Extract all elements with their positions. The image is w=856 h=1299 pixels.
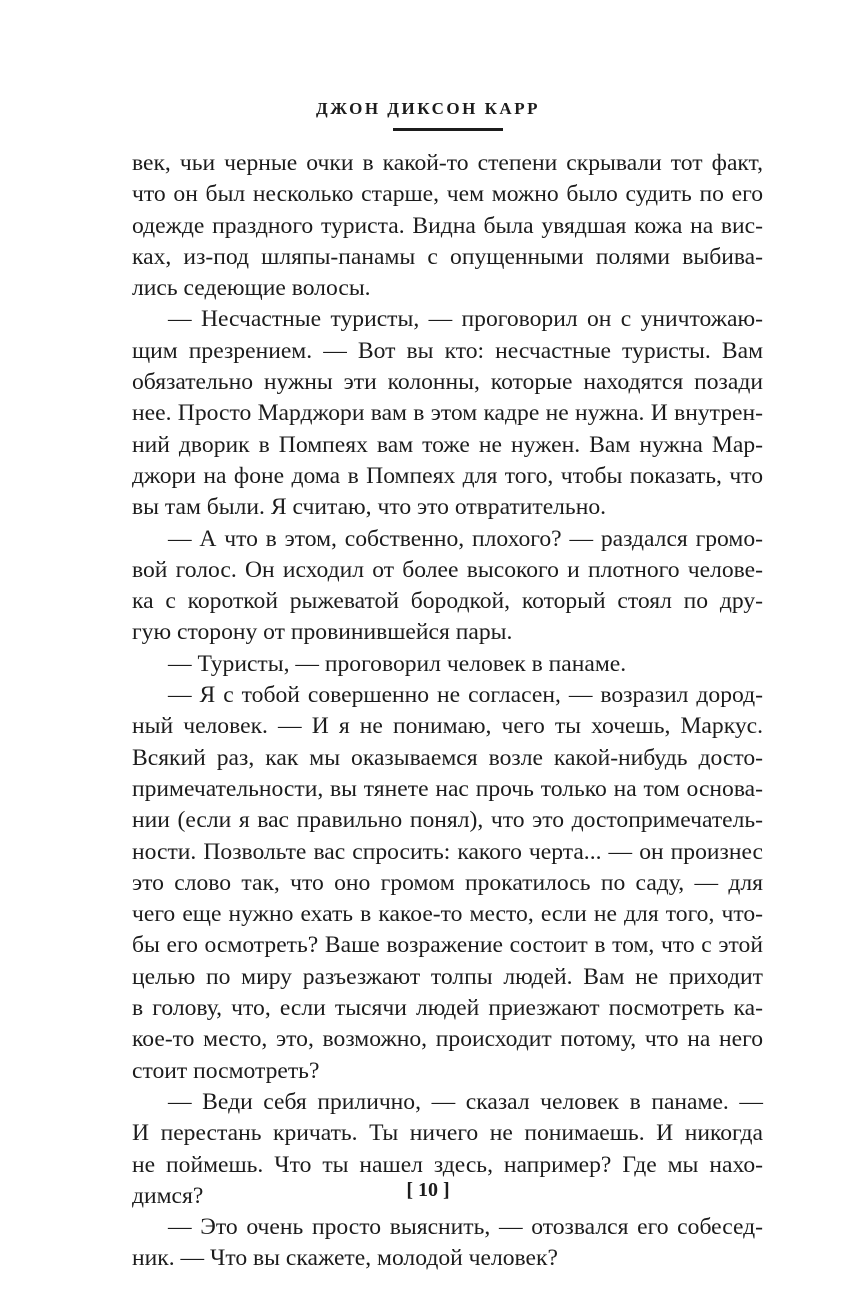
page-number: [ 10 ] (406, 1179, 450, 1201)
text-line: вой голос. Он исходил от более высокого и плотного челове- (132, 556, 763, 583)
text-line: щим презрением. — Вот вы кто: несчастные туристы. Вам (132, 337, 763, 364)
text-line: это слово так, что оно громом прокатилось по саду, — для (132, 869, 763, 896)
text-line: нее. Просто Марджори вам в этом кадре не нужна. И внутрен- (132, 400, 763, 427)
text-line: — Веди себя прилично, — сказал человек в панаме. — (168, 1088, 763, 1115)
text-line: чего еще нужно ехать в какое-то место, если не для того, что- (132, 901, 763, 928)
paragraph (132, 1212, 763, 1275)
text-line: джори на фоне дома в Помпеях для того, чтобы показать, что (132, 462, 763, 489)
paragraph (132, 680, 763, 1087)
text-line: И перестань кричать. Ты ничего не понимаешь. И никогда (132, 1120, 763, 1147)
text-line: одежде праздного туриста. Видна была увядшая кожа на вис- (132, 212, 763, 239)
text-line: ка с короткой рыжеватой бородкой, который стоял по дру- (132, 588, 763, 615)
text-line: ный человек. — И я не понимаю, чего ты хочешь, Маркус. (132, 713, 763, 740)
text-line: — Несчастные туристы, — проговорил он с уничтожаю- (168, 306, 763, 333)
text-line: целью по миру разъезжают толпы людей. Вам не приходит (132, 963, 763, 990)
paragraph (132, 148, 763, 304)
text-line: ний дворик в Помпеях вам тоже не нужен. Вам нужна Мар- (132, 431, 763, 458)
text-line: — Я с тобой совершенно не согласен, — возразил дород- (168, 682, 763, 709)
text-line: гую сторону от провинившейся пары. (132, 619, 513, 646)
text-line: ник. — Что вы скажете, молодой человек? (132, 1245, 558, 1272)
text-line: вы там были. Я считаю, что это отвратительно. (132, 494, 607, 521)
text-line: димся? (132, 1182, 204, 1209)
text-line: ках, из-под шляпы-панамы с опущенными полями выбива- (132, 243, 763, 270)
text-line: бы его осмотреть? Ваше возражение состоит в том, что с этой (132, 932, 763, 959)
text-line: нии (если я вас правильно понял), что это достопримечатель- (132, 807, 763, 834)
running-head: ДЖОН ДИКСОН КАРР (316, 99, 540, 118)
text-line: Всякий раз, как мы оказываемся возле какой-нибудь досто- (132, 744, 763, 771)
text-line: обязательно нужны эти колонны, которые находятся позади (132, 369, 763, 396)
text-line: ности. Позвольте вас спросить: какого черта... — он произнес (132, 838, 763, 865)
paragraph (132, 524, 763, 649)
text-line: не поймешь. Что ты нашел здесь, например? Где мы нахо- (132, 1151, 763, 1178)
text-line: что он был несколько старше, чем можно было судить по его (132, 181, 763, 208)
text-line: кое-то место, это, возможно, происходит потому, что на него (132, 1026, 763, 1053)
text-line: примечательности, вы тянете нас прочь только на том основа- (132, 775, 763, 802)
body-text (132, 148, 763, 1275)
paragraph (132, 649, 763, 680)
text-line: стоит посмотреть? (132, 1057, 320, 1084)
text-line: лись седеющие волосы. (132, 275, 371, 302)
text-line: — Туристы, — проговорил человек в панаме. (168, 650, 627, 677)
text-line: — Это очень просто выяснить, — отозвался его собесед- (168, 1214, 763, 1241)
text-line: — А что в этом, собственно, плохого? — раздался громо- (168, 525, 763, 552)
header-rule (393, 128, 503, 131)
paragraph (132, 304, 763, 523)
text-line: век, чьи черные очки в какой-то степени скрывали тот факт, (132, 150, 763, 176)
text-line: в голову, что, если тысячи людей приезжают посмотреть ка- (132, 995, 763, 1022)
